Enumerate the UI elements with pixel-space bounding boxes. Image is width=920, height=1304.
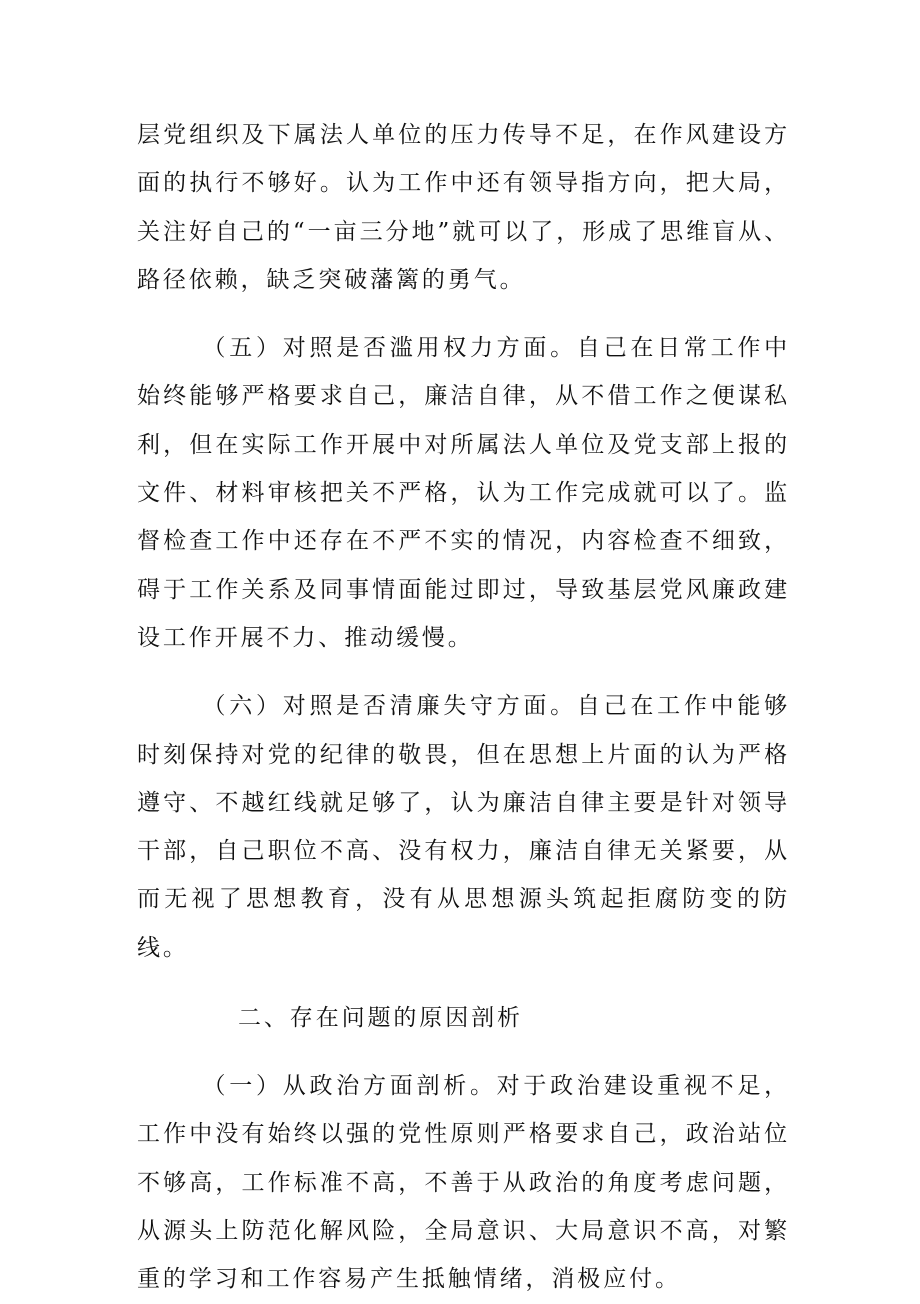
paragraph-political-analysis: （一）从政治方面剖析。对于政治建设重视不足，工作中没有始终以强的党性原则严格要求自己，政治站位不够高，工作标准不高，不善于从政治的角度考虑问题，从源头上防范化解风险，全局意识、大局意识不高，对繁重的学习和工作容易产生抵触情绪，消极应付。 xyxy=(137,1073,790,1293)
paragraph-continued-style-issues: 层党组织及下属法人单位的压力传导不足，在作风建设方面的执行不够好。认为工作中还有领导指方向，把大局，关注好自己的“一亩三分地”就可以了，形成了思维盲从、路径依赖，缺乏突破藩篱的勇气。 xyxy=(137,122,790,293)
section-heading: 二、存在问题的原因剖析 xyxy=(238,1005,523,1032)
paragraph-abuse-of-power: （五）对照是否滥用权力方面。自己在日常工作中始终能够严格要求自己，廉洁自律，从不借工作之便谋私利，但在实际工作开展中对所属法人单位及党支部上报的文件、材料审核把关不严格，认为工作完成就可以了。监督检查工作中还存在不严不实的情况，内容检查不细致，碍于工作关系及同事情面能过即过，导致基层党风廉政建设工作开展不力、推动缓慢。 xyxy=(137,335,790,651)
paragraph-integrity: （六）对照是否清廉失守方面。自己在工作中能够时刻保持对党的纪律的敬畏，但在思想上片面的认为严格遵守、不越红线就足够了，认为廉洁自律主要是针对领导干部，自己职位不高、没有权力，廉洁自律无关紧要，从而无视了思想教育，没有从思想源头筑起拒腐防变的防线。 xyxy=(137,693,790,961)
